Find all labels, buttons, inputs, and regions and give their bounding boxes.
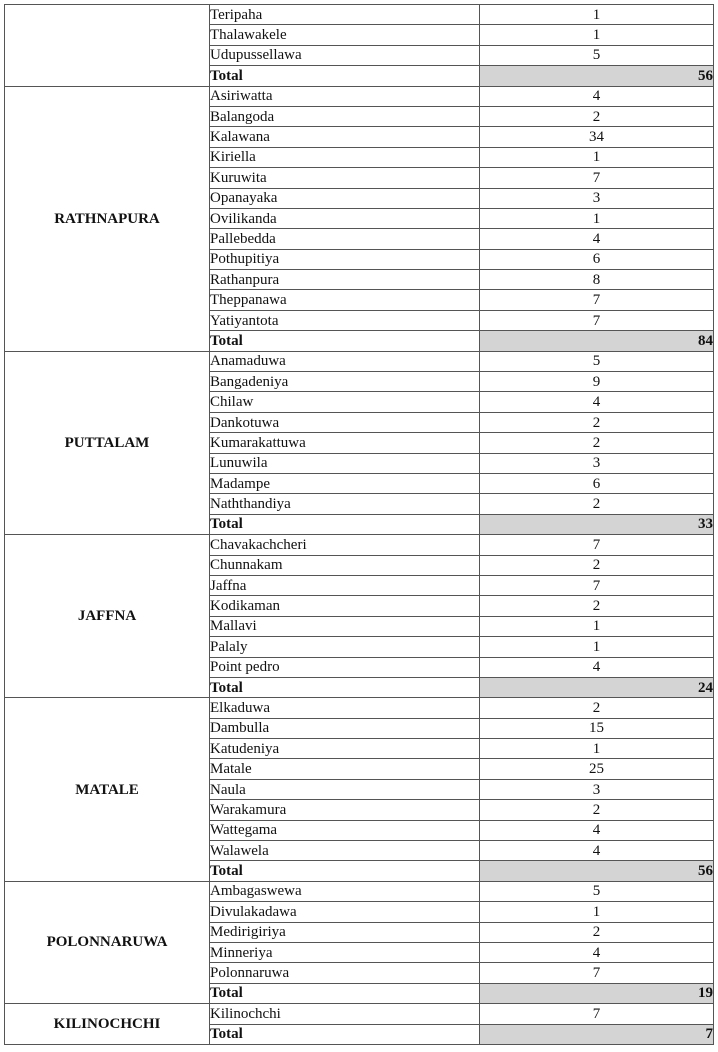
town-count: 2 xyxy=(480,412,714,432)
town-count: 9 xyxy=(480,372,714,392)
town-name: Rathanpura xyxy=(210,270,480,290)
town-count: 5 xyxy=(480,881,714,901)
town-name: Polonnaruwa xyxy=(210,963,480,983)
town-name: Kumarakattuwa xyxy=(210,433,480,453)
town-name: Ambagaswewa xyxy=(210,881,480,901)
town-count: 7 xyxy=(480,1004,714,1024)
town-name: Katudeniya xyxy=(210,739,480,759)
table-row xyxy=(5,1004,714,1024)
town-name: Teripaha xyxy=(210,5,480,25)
town-name: Chavakachcheri xyxy=(210,535,480,555)
total-label: Total xyxy=(210,677,480,697)
town-count: 7 xyxy=(480,535,714,555)
town-name: Opanayaka xyxy=(210,188,480,208)
table-row xyxy=(5,86,714,106)
town-name: Medirigiriya xyxy=(210,922,480,942)
total-label: Total xyxy=(210,861,480,881)
town-count: 1 xyxy=(480,739,714,759)
district-name xyxy=(5,5,210,87)
town-name: Kilinochchi xyxy=(210,1004,480,1024)
town-count: 4 xyxy=(480,86,714,106)
table-row xyxy=(5,351,714,371)
town-count: 4 xyxy=(480,392,714,412)
town-count: 34 xyxy=(480,127,714,147)
town-name: Dankotuwa xyxy=(210,412,480,432)
town-count: 4 xyxy=(480,657,714,677)
town-count: 2 xyxy=(480,433,714,453)
town-count: 4 xyxy=(480,820,714,840)
table-row xyxy=(5,5,714,25)
town-count: 2 xyxy=(480,494,714,514)
town-name: Madampe xyxy=(210,473,480,493)
town-count: 3 xyxy=(480,188,714,208)
district-name: POLONNARUWA xyxy=(5,881,210,1003)
town-name: Pothupitiya xyxy=(210,249,480,269)
total-value: 7 xyxy=(480,1024,714,1044)
total-value: 33 xyxy=(480,514,714,534)
town-count: 1 xyxy=(480,147,714,167)
district-name: JAFFNA xyxy=(5,535,210,698)
town-count: 5 xyxy=(480,45,714,65)
town-count: 1 xyxy=(480,208,714,228)
town-name: Kuruwita xyxy=(210,168,480,188)
town-name: Theppanawa xyxy=(210,290,480,310)
town-name: Kodikaman xyxy=(210,596,480,616)
total-label: Total xyxy=(210,331,480,351)
town-name: Minneriya xyxy=(210,942,480,962)
table-row xyxy=(5,698,714,718)
town-count: 4 xyxy=(480,942,714,962)
town-count: 2 xyxy=(480,800,714,820)
total-label: Total xyxy=(210,1024,480,1044)
town-count: 2 xyxy=(480,596,714,616)
town-name: Walawela xyxy=(210,841,480,861)
town-name: Wattegama xyxy=(210,820,480,840)
town-name: Udupussellawa xyxy=(210,45,480,65)
town-name: Matale xyxy=(210,759,480,779)
town-name: Elkaduwa xyxy=(210,698,480,718)
town-count: 6 xyxy=(480,249,714,269)
total-label: Total xyxy=(210,983,480,1003)
town-name: Naula xyxy=(210,779,480,799)
total-label: Total xyxy=(210,514,480,534)
town-count: 5 xyxy=(480,351,714,371)
town-name: Dambulla xyxy=(210,718,480,738)
town-name: Chilaw xyxy=(210,392,480,412)
town-count: 1 xyxy=(480,5,714,25)
town-name: Warakamura xyxy=(210,800,480,820)
total-value: 19 xyxy=(480,983,714,1003)
town-count: 3 xyxy=(480,779,714,799)
table-body xyxy=(5,5,714,1045)
town-name: Thalawakele xyxy=(210,25,480,45)
town-name: Pallebedda xyxy=(210,229,480,249)
town-count: 7 xyxy=(480,168,714,188)
town-name: Asiriwatta xyxy=(210,86,480,106)
town-name: Lunuwila xyxy=(210,453,480,473)
town-count: 2 xyxy=(480,555,714,575)
total-value: 56 xyxy=(480,66,714,86)
town-count: 1 xyxy=(480,25,714,45)
town-name: Mallavi xyxy=(210,616,480,636)
district-name: PUTTALAM xyxy=(5,351,210,535)
town-count: 7 xyxy=(480,290,714,310)
table-row xyxy=(5,535,714,555)
town-name: Chunnakam xyxy=(210,555,480,575)
district-table xyxy=(4,4,714,1045)
town-count: 1 xyxy=(480,616,714,636)
town-count: 2 xyxy=(480,922,714,942)
town-count: 2 xyxy=(480,106,714,126)
town-name: Kiriella xyxy=(210,147,480,167)
total-value: 24 xyxy=(480,677,714,697)
town-name: Naththandiya xyxy=(210,494,480,514)
town-count: 2 xyxy=(480,698,714,718)
town-name: Bangadeniya xyxy=(210,372,480,392)
town-count: 1 xyxy=(480,637,714,657)
town-count: 8 xyxy=(480,270,714,290)
district-name: RATHNAPURA xyxy=(5,86,210,351)
district-name: MATALE xyxy=(5,698,210,882)
town-name: Divulakadawa xyxy=(210,902,480,922)
town-name: Point pedro xyxy=(210,657,480,677)
town-count: 3 xyxy=(480,453,714,473)
town-count: 7 xyxy=(480,310,714,330)
town-count: 1 xyxy=(480,902,714,922)
total-label: Total xyxy=(210,66,480,86)
town-count: 6 xyxy=(480,473,714,493)
total-value: 84 xyxy=(480,331,714,351)
town-name: Balangoda xyxy=(210,106,480,126)
town-name: Yatiyantota xyxy=(210,310,480,330)
total-value: 56 xyxy=(480,861,714,881)
town-name: Anamaduwa xyxy=(210,351,480,371)
town-name: Palaly xyxy=(210,637,480,657)
town-count: 4 xyxy=(480,229,714,249)
town-count: 15 xyxy=(480,718,714,738)
town-count: 4 xyxy=(480,841,714,861)
town-name: Ovilikanda xyxy=(210,208,480,228)
town-count: 7 xyxy=(480,963,714,983)
town-name: Kalawana xyxy=(210,127,480,147)
table-row xyxy=(5,881,714,901)
town-count: 7 xyxy=(480,575,714,595)
district-name: KILINOCHCHI xyxy=(5,1004,210,1045)
town-name: Jaffna xyxy=(210,575,480,595)
town-count: 25 xyxy=(480,759,714,779)
